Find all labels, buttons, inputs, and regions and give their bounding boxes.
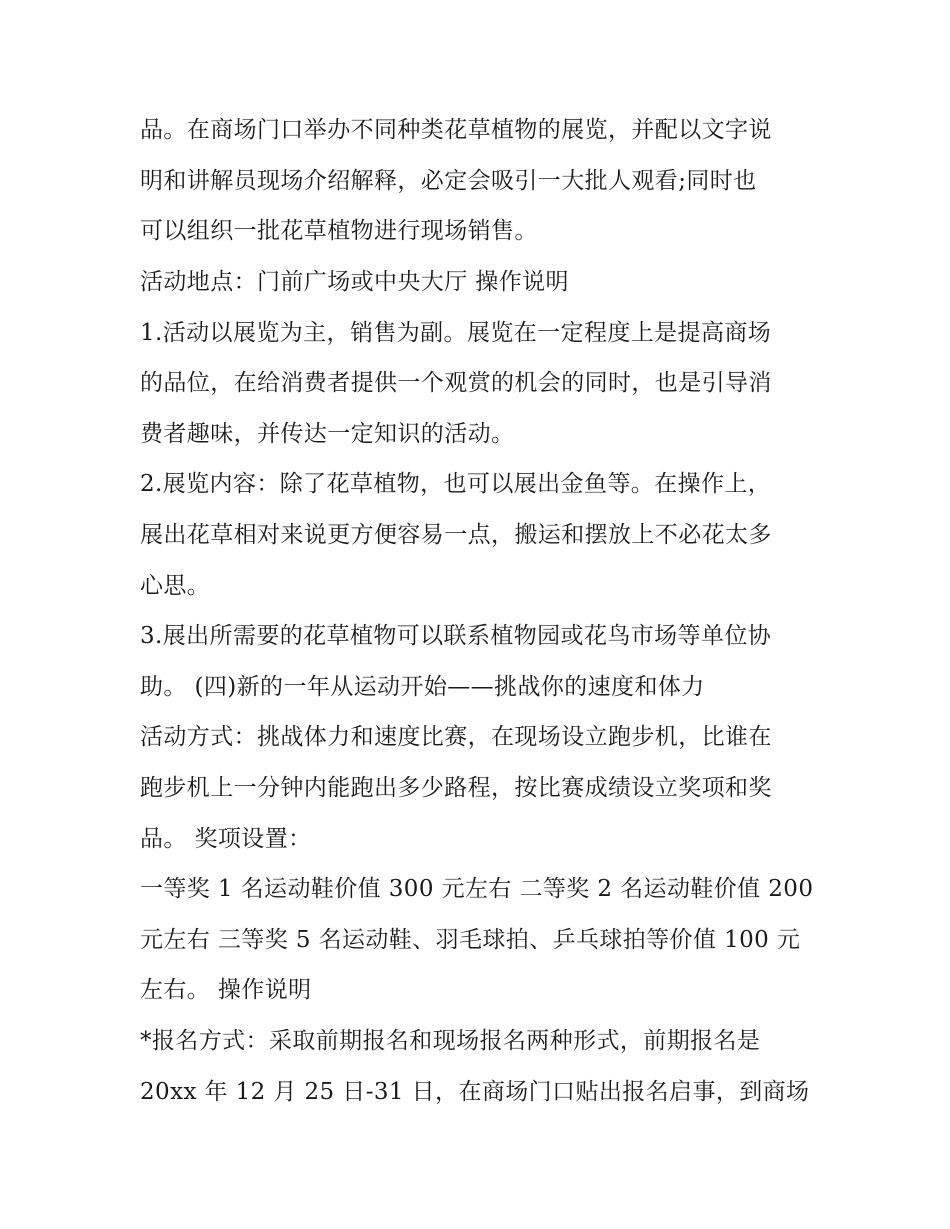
text-line: 可以组织一批花草植物进行现场销售。 — [140, 218, 538, 244]
text-line: 助。 (四)新的一年从运动开始——挑战你的速度和体力 — [140, 674, 705, 700]
text-line: 2.展览内容：除了花草植物，也可以展出金鱼等。在操作上， — [140, 471, 772, 497]
text-line: 20xx 年 12 月 25 日-31 日，在商场门口贴出报名启事，到商场 — [140, 1079, 810, 1105]
text-line: 左右。 操作说明 — [140, 977, 312, 1003]
text-line: 活动方式：挑战体力和速度比赛，在现场设立跑步机，比谁在 — [140, 724, 772, 750]
text-line: 品。在商场门口举办不同种类花草植物的展览，并配以文字说 — [140, 117, 772, 143]
text-line: 1.活动以展览为主，销售为副。展览在一定程度上是提高商场 — [140, 320, 772, 346]
text-line: 一等奖 1 名运动鞋价值 300 元左右 二等奖 2 名运动鞋价值 200 — [140, 876, 814, 902]
text-line: 3.展出所需要的花草植物可以联系植物园或花鸟市场等单位协 — [140, 623, 772, 649]
text-line: 明和讲解员现场介绍解释，必定会吸引一大批人观看;同时也 — [140, 168, 757, 194]
text-line: 费者趣味，并传达一定知识的活动。 — [140, 421, 515, 447]
text-line: 心思。 — [140, 573, 211, 599]
text-line: 跑步机上一分钟内能跑出多少路程，按比赛成绩设立奖项和奖 — [140, 775, 772, 801]
text-line: 活动地点：门前广场或中央大厅 操作说明 — [140, 269, 569, 295]
text-line: 元左右 三等奖 5 名运动鞋、羽毛球拍、乒乓球拍等价值 100 元 — [140, 927, 801, 953]
text-line: 的品位，在给消费者提供一个观赏的机会的同时，也是引导消 — [140, 370, 772, 396]
text-line: *报名方式：采取前期报名和现场报名两种形式，前期报名是 — [140, 1028, 761, 1054]
text-line: 展出花草相对来说更方便容易一点，搬运和摆放上不必花太多 — [140, 522, 772, 548]
text-line: 品。 奖项设置： — [140, 826, 312, 852]
